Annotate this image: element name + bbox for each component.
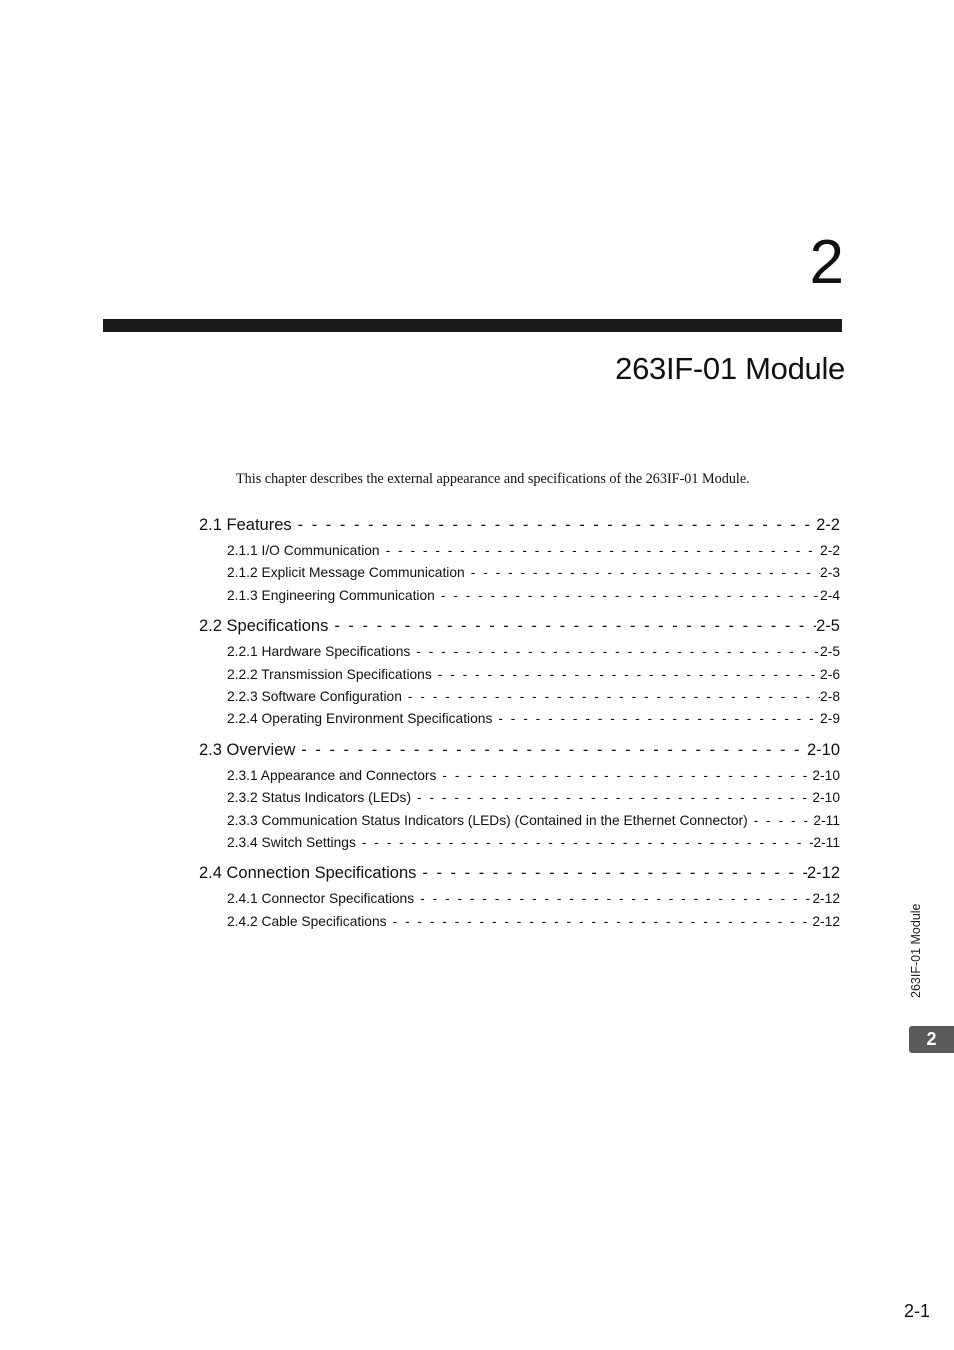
sidebar-chapter-label: 263IF-01 Module (909, 903, 923, 998)
dot-leader (748, 813, 814, 828)
toc-subsection[interactable] (227, 835, 840, 857)
toc-section-page: 2-10 (806, 740, 840, 759)
table-of-contents (199, 516, 840, 943)
toc-sublist (227, 891, 840, 936)
toc-subsection[interactable] (227, 914, 840, 936)
toc-subsection[interactable] (227, 667, 840, 689)
dot-leader (380, 543, 820, 558)
dot-leader (292, 516, 817, 535)
toc-subsection-label: 2.2.4 Operating Environment Specifications (227, 711, 493, 727)
chapter-title: 263IF-01 Module (615, 351, 845, 386)
toc-subsection[interactable] (227, 768, 840, 790)
dot-leader (411, 790, 812, 805)
toc-subsection[interactable] (227, 588, 840, 610)
toc-subsection[interactable] (227, 813, 840, 835)
toc-subsection-page: 2-6 (820, 666, 840, 682)
toc-subsection-page: 2-12 (812, 891, 840, 907)
toc-subsection-label: 2.2.1 Hardware Specifications (227, 644, 411, 660)
toc-section-label: 2.4 Connection Specifications (199, 864, 417, 883)
toc-section-page: 2-12 (806, 864, 840, 883)
dot-leader (387, 914, 813, 929)
dot-leader (402, 689, 820, 704)
toc-section[interactable] (199, 516, 840, 542)
toc-subsection-label: 2.3.4 Switch Settings (227, 834, 356, 850)
toc-section-label: 2.2 Specifications (199, 617, 329, 636)
toc-section-page: 2-5 (816, 617, 840, 636)
toc-subsection[interactable] (227, 790, 840, 812)
toc-subsection-page: 2-4 (820, 587, 840, 603)
dot-leader (356, 835, 814, 850)
dot-leader (414, 891, 812, 906)
chapter-intro: This chapter describes the external appearance and specifications of the 263IF-01 Module. (236, 471, 750, 487)
toc-subsection-label: 2.3.2 Status Indicators (LEDs) (227, 790, 412, 806)
toc-subsection-page: 2-12 (812, 913, 840, 929)
dot-leader (432, 667, 820, 682)
toc-subsection-label: 2.3.3 Communication Status Indicators (LEDs) (Contained in the Ethernet Connector) (227, 812, 748, 828)
toc-section[interactable] (199, 617, 840, 643)
chapter-tab[interactable]: 2 (909, 1026, 954, 1053)
toc-subsection[interactable] (227, 711, 840, 733)
toc-section[interactable] (199, 741, 840, 767)
toc-subsection[interactable] (227, 891, 840, 913)
toc-subsection-label: 2.4.2 Cable Specifications (227, 913, 387, 929)
chapter-number: 2 (809, 228, 844, 297)
toc-subsection-label: 2.1.3 Engineering Communication (227, 587, 435, 603)
toc-subsection-page: 2-9 (820, 711, 840, 727)
page-number: 2-1 (903, 1301, 930, 1321)
toc-subsection-label: 2.1.2 Explicit Message Communication (227, 565, 465, 581)
toc-section-page: 2-2 (816, 516, 840, 534)
toc-subsection-page: 2-11 (813, 812, 840, 828)
toc-subsection-page: 2-10 (812, 767, 840, 783)
dot-leader (435, 588, 820, 603)
toc-subsection-page: 2-2 (820, 543, 840, 558)
toc-subsection-page: 2-5 (820, 644, 840, 660)
dot-leader (465, 565, 820, 580)
toc-subsection-label: 2.2.2 Transmission Specifications (227, 666, 432, 682)
toc-sublist (227, 768, 840, 858)
toc-subsection-page: 2-11 (813, 834, 840, 850)
toc-subsection[interactable] (227, 543, 840, 565)
toc-section-label: 2.1 Features (199, 516, 292, 534)
toc-subsection-label: 2.2.3 Software Configuration (227, 688, 402, 704)
toc-subsection[interactable] (227, 565, 840, 587)
toc-subsection-page: 2-8 (820, 688, 840, 704)
toc-subsection[interactable] (227, 644, 840, 666)
dot-leader (492, 711, 820, 726)
toc-sublist (227, 543, 840, 610)
chapter-divider-bar (103, 319, 842, 332)
dot-leader (295, 741, 807, 760)
dot-leader (410, 644, 820, 659)
toc-subsection-label: 2.4.1 Connector Specifications (227, 891, 415, 907)
toc-sublist (227, 644, 840, 734)
toc-section-label: 2.3 Overview (199, 740, 296, 759)
toc-subsection[interactable] (227, 689, 840, 711)
toc-subsection-label: 2.3.1 Appearance and Connectors (227, 767, 437, 783)
toc-section[interactable] (199, 864, 840, 890)
toc-subsection-page: 2-3 (820, 565, 840, 581)
toc-subsection-label: 2.1.1 I/O Communication (227, 543, 380, 558)
dot-leader (436, 768, 812, 783)
dot-leader (328, 617, 816, 636)
toc-subsection-page: 2-10 (812, 790, 840, 806)
dot-leader (416, 864, 807, 883)
